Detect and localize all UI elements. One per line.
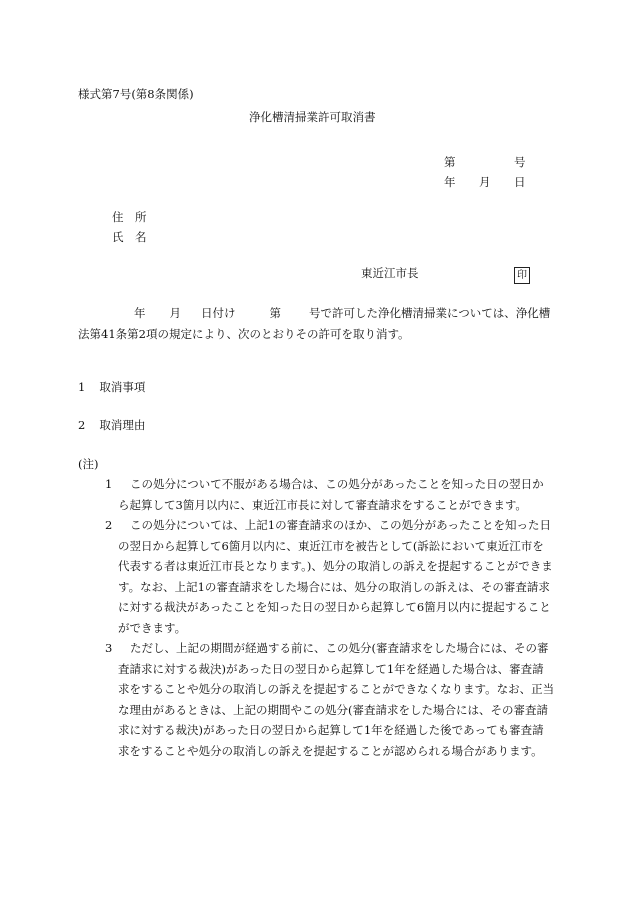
section-1-number: 1: [78, 380, 86, 394]
note-item: [105, 515, 555, 638]
body-paragraph: [78, 303, 554, 344]
note-item: [105, 474, 555, 515]
issue-date-month: 月: [479, 175, 491, 189]
note-item-number: 1: [105, 477, 113, 491]
document-title: 浄化槽清掃業許可取消書: [249, 110, 376, 124]
notes-list: [105, 474, 555, 761]
notes-heading: (注): [78, 457, 99, 471]
body-date-month: 月: [169, 306, 181, 320]
section-2-label: 取消理由: [99, 418, 146, 432]
seal-stamp: 印: [514, 267, 530, 284]
name-label: 氏 名: [112, 230, 147, 244]
section-2-number: 2: [78, 418, 86, 432]
issue-date-year: 年: [444, 175, 456, 189]
issuer-name: 東近江市長: [361, 266, 419, 280]
doc-number-dai: 第: [444, 155, 456, 169]
issue-date-day: 日: [514, 175, 526, 189]
address-label: 住 所: [112, 210, 147, 224]
body-date-day: 日付け: [201, 306, 236, 320]
note-item-text: この処分については、上記1の審査請求のほか、この処分があったことを知った日の翌日から起算して6箇月以内に、東近江市を被告として(訴訟において東近江市を代表する者は東近江市長となります。)、処分の取消しの訴えを提起することができます。なお、上記1の審査請求をした場合には、処分の取消しの訴えは、その審査請求に対する裁決があったことを知った日の翌日から起算して6箇月以内に提起することができます。: [118, 518, 553, 635]
section-2: [78, 420, 145, 432]
section-1: [78, 382, 145, 394]
doc-number-go: 号: [514, 155, 526, 169]
note-item-number: 3: [105, 641, 113, 655]
section-1-label: 取消事項: [99, 380, 146, 394]
body-date-year: 年: [134, 306, 146, 320]
note-item-text: ただし、上記の期間が経過する前に、この処分(審査請求をした場合には、その審査請求に対する裁決)があった日の翌日から起算して1年を経過した場合は、審査請求をすることや処分の取消しの訴えを提起することができなくなります。なお、正当な理由があるときは、上記の期間やこの処分(審査請求をした場合には、その審査請求に対する裁決)があった日の翌日から起算して1年を経過した後であっても審査請求をすることや処分の取消しの訴えを提起することが認められる場合があります。: [118, 641, 555, 758]
body-text: 号で許可した浄化槽清掃業については、浄化槽法第41条第2項の規定により、次のとおりその許可を取り消す。: [78, 306, 551, 341]
note-item-text: この処分について不服がある場合は、この処分があったことを知った日の翌日から起算して3箇月以内に、東近江市長に対して審査請求をすることができます。: [118, 477, 544, 512]
form-number: 様式第7号(第8条関係): [78, 87, 194, 101]
note-item-number: 2: [105, 518, 113, 532]
note-item: [105, 638, 555, 761]
body-dai: 第: [269, 306, 281, 320]
